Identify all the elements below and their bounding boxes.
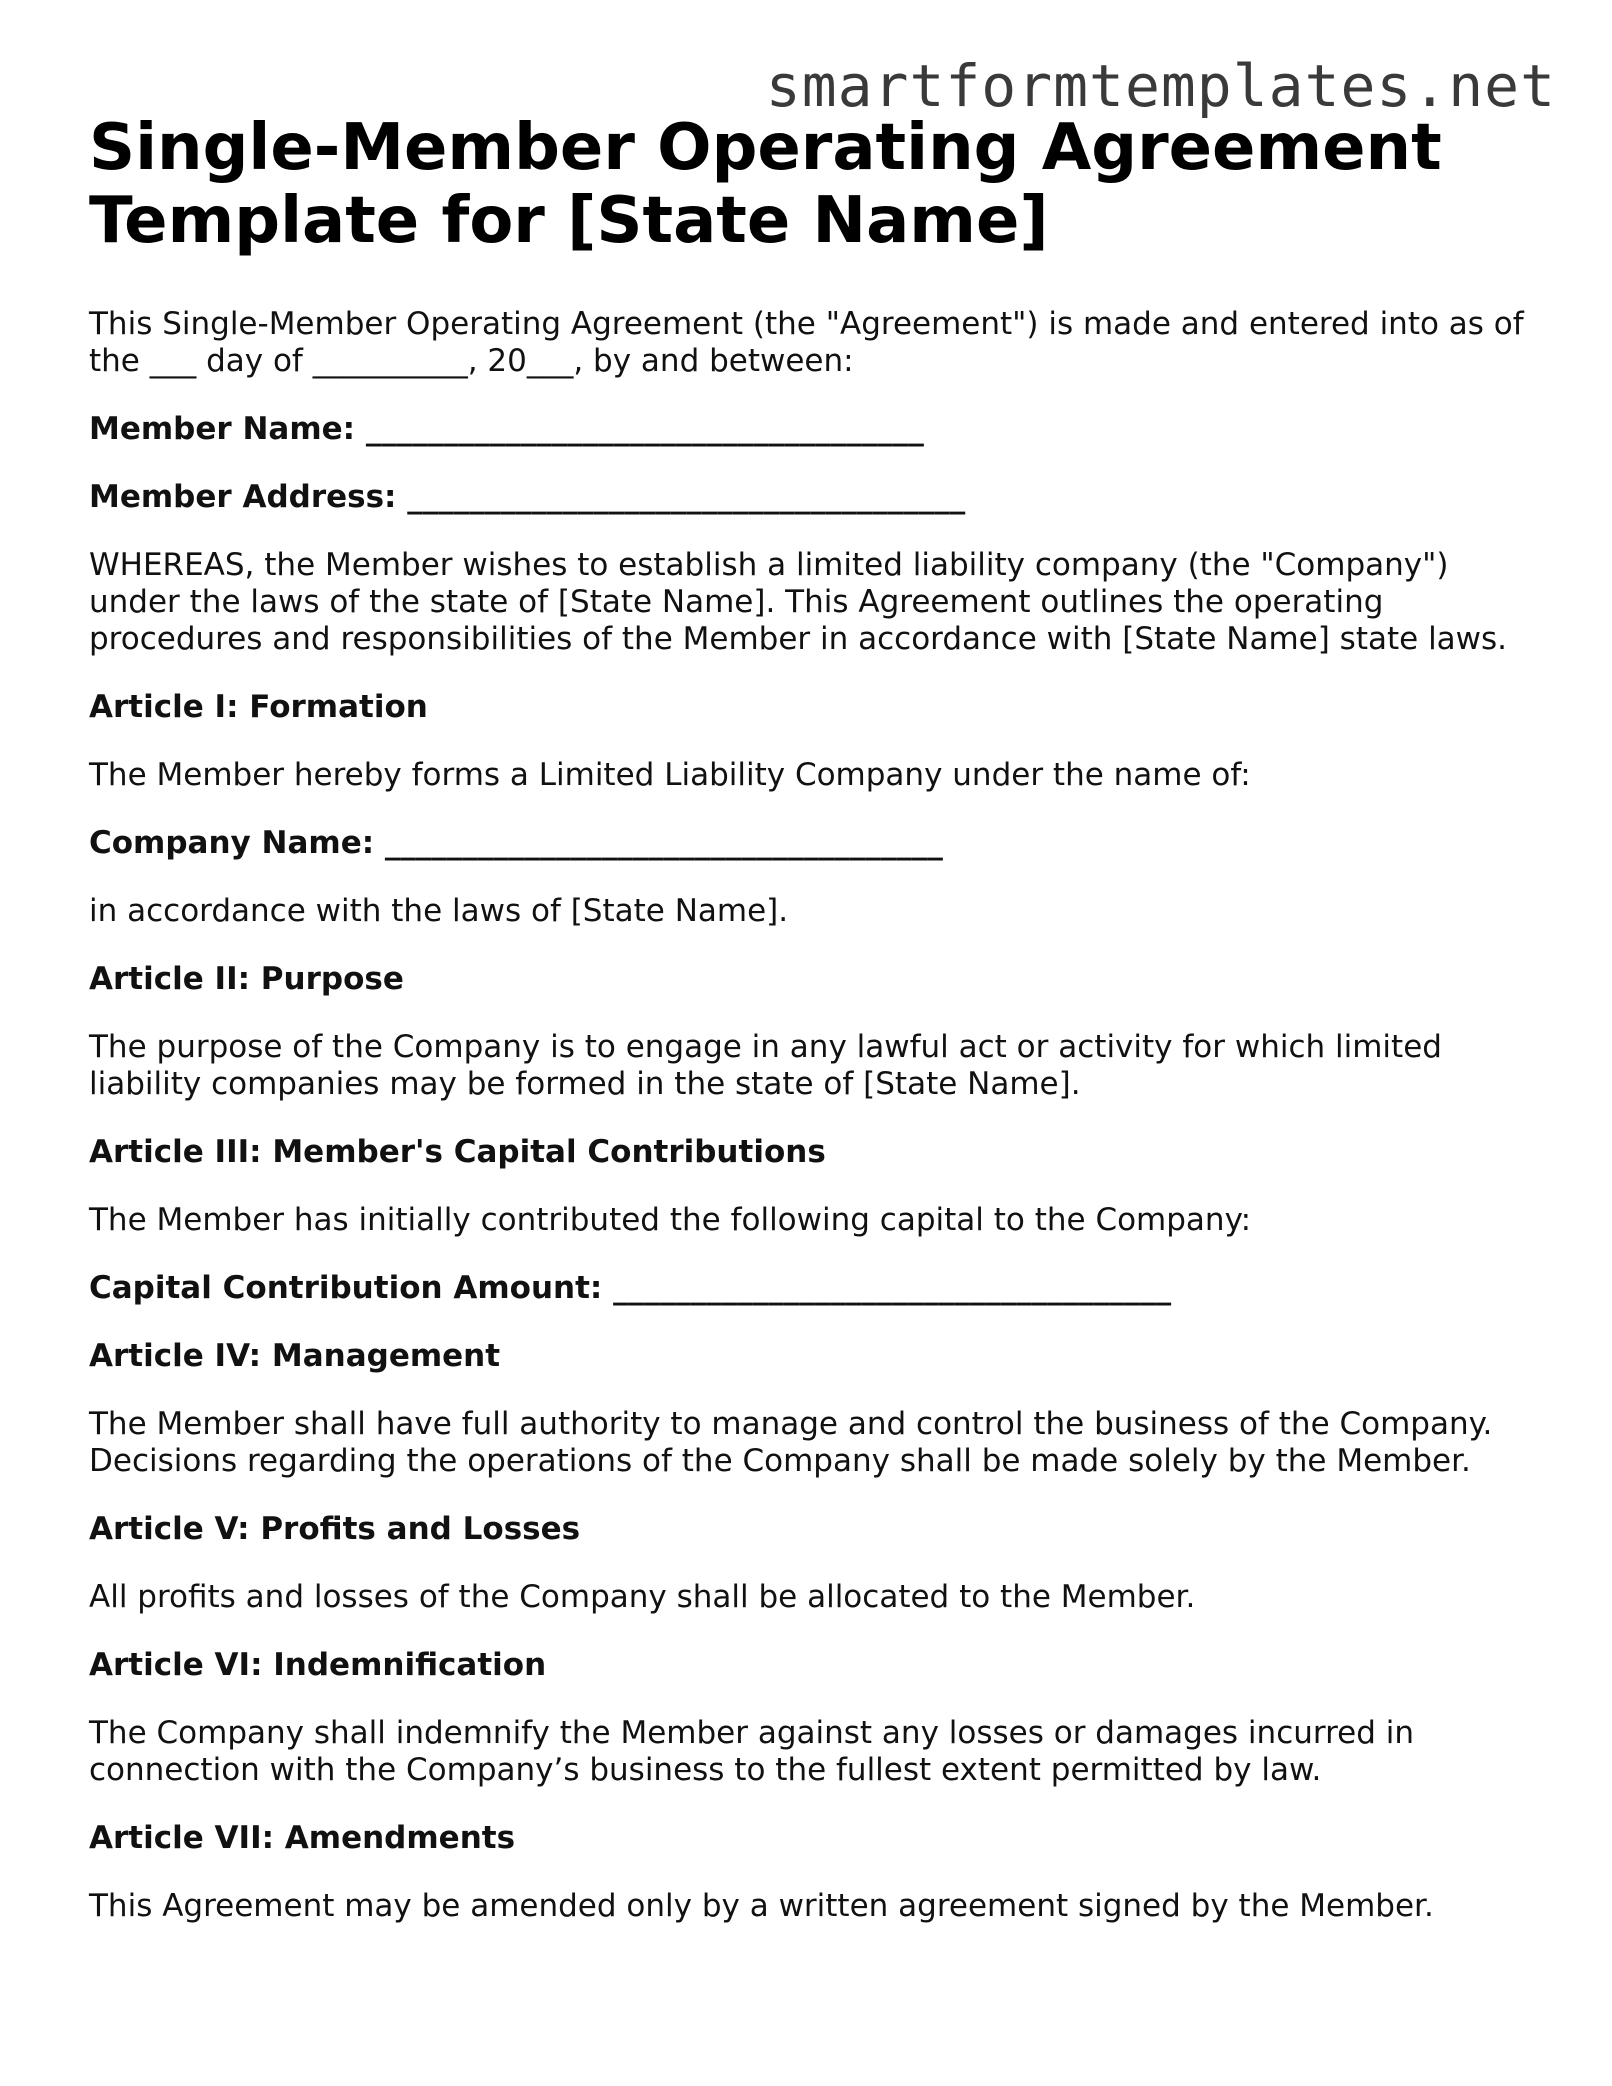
article-5-text: All profits and losses of the Company shall be allocated to the Member.: [89, 1579, 1196, 1615]
article-2-heading: Article II: Purpose: [89, 961, 404, 997]
article-7-heading: Article VII: Amendments: [89, 1820, 516, 1856]
article-5-heading: Article V: Profits and Losses: [89, 1511, 581, 1547]
article-7-text: This Agreement may be amended only by a written agreement signed by the Member.: [89, 1888, 1434, 1924]
whereas-paragraph: WHEREAS, the Member wishes to establish a limited liability company (the "Company") under the laws of the state of [State Name]. This Agreement outlines the operating procedures and responsibilities of the Member in accordance with [State Name] state laws.: [89, 547, 1508, 657]
article-4-heading: Article IV: Management: [89, 1338, 501, 1374]
document-body: [89, 112, 1529, 1956]
intro-paragraph: This Single-Member Operating Agreement (the "Agreement") is made and entered into as of the ___ day of __________, 20___, by and between:: [89, 306, 1524, 379]
article-3-text: The Member has initially contributed the following capital to the Company:: [89, 1202, 1252, 1238]
article-4-text: The Member shall have full authority to manage and control the business of the Company. Decisions regarding the operations of the Company shall be made solely by the Member.: [89, 1406, 1493, 1479]
member-name-field: Member Name: ____________________________________: [89, 411, 924, 447]
document-title: Single-Member Operating Agreement Template for [State Name]: [89, 111, 1442, 258]
company-name-field: Company Name: ____________________________________: [89, 825, 943, 861]
article-2-text: The purpose of the Company is to engage in any lawful act or activity for which limited liability companies may be formed in the state of [State Name].: [89, 1029, 1442, 1102]
article-1-text-2: in accordance with the laws of [State Name].: [89, 893, 789, 929]
article-6-text: The Company shall indemnify the Member against any losses or damages incurred in connection with the Company’s business to the fullest extent permitted by law.: [89, 1715, 1415, 1788]
article-1-text: The Member hereby forms a Limited Liability Company under the name of:: [89, 757, 1251, 793]
member-address-field: Member Address: ____________________________________: [89, 479, 966, 515]
capital-contribution-field: Capital Contribution Amount: ____________________________________: [89, 1270, 1172, 1306]
article-6-heading: Article VI: Indemnification: [89, 1647, 547, 1683]
article-1-heading: Article I: Formation: [89, 689, 428, 725]
watermark: smartformtemplates.net: [765, 52, 1556, 120]
article-3-heading: Article III: Member's Capital Contributions: [89, 1134, 826, 1170]
